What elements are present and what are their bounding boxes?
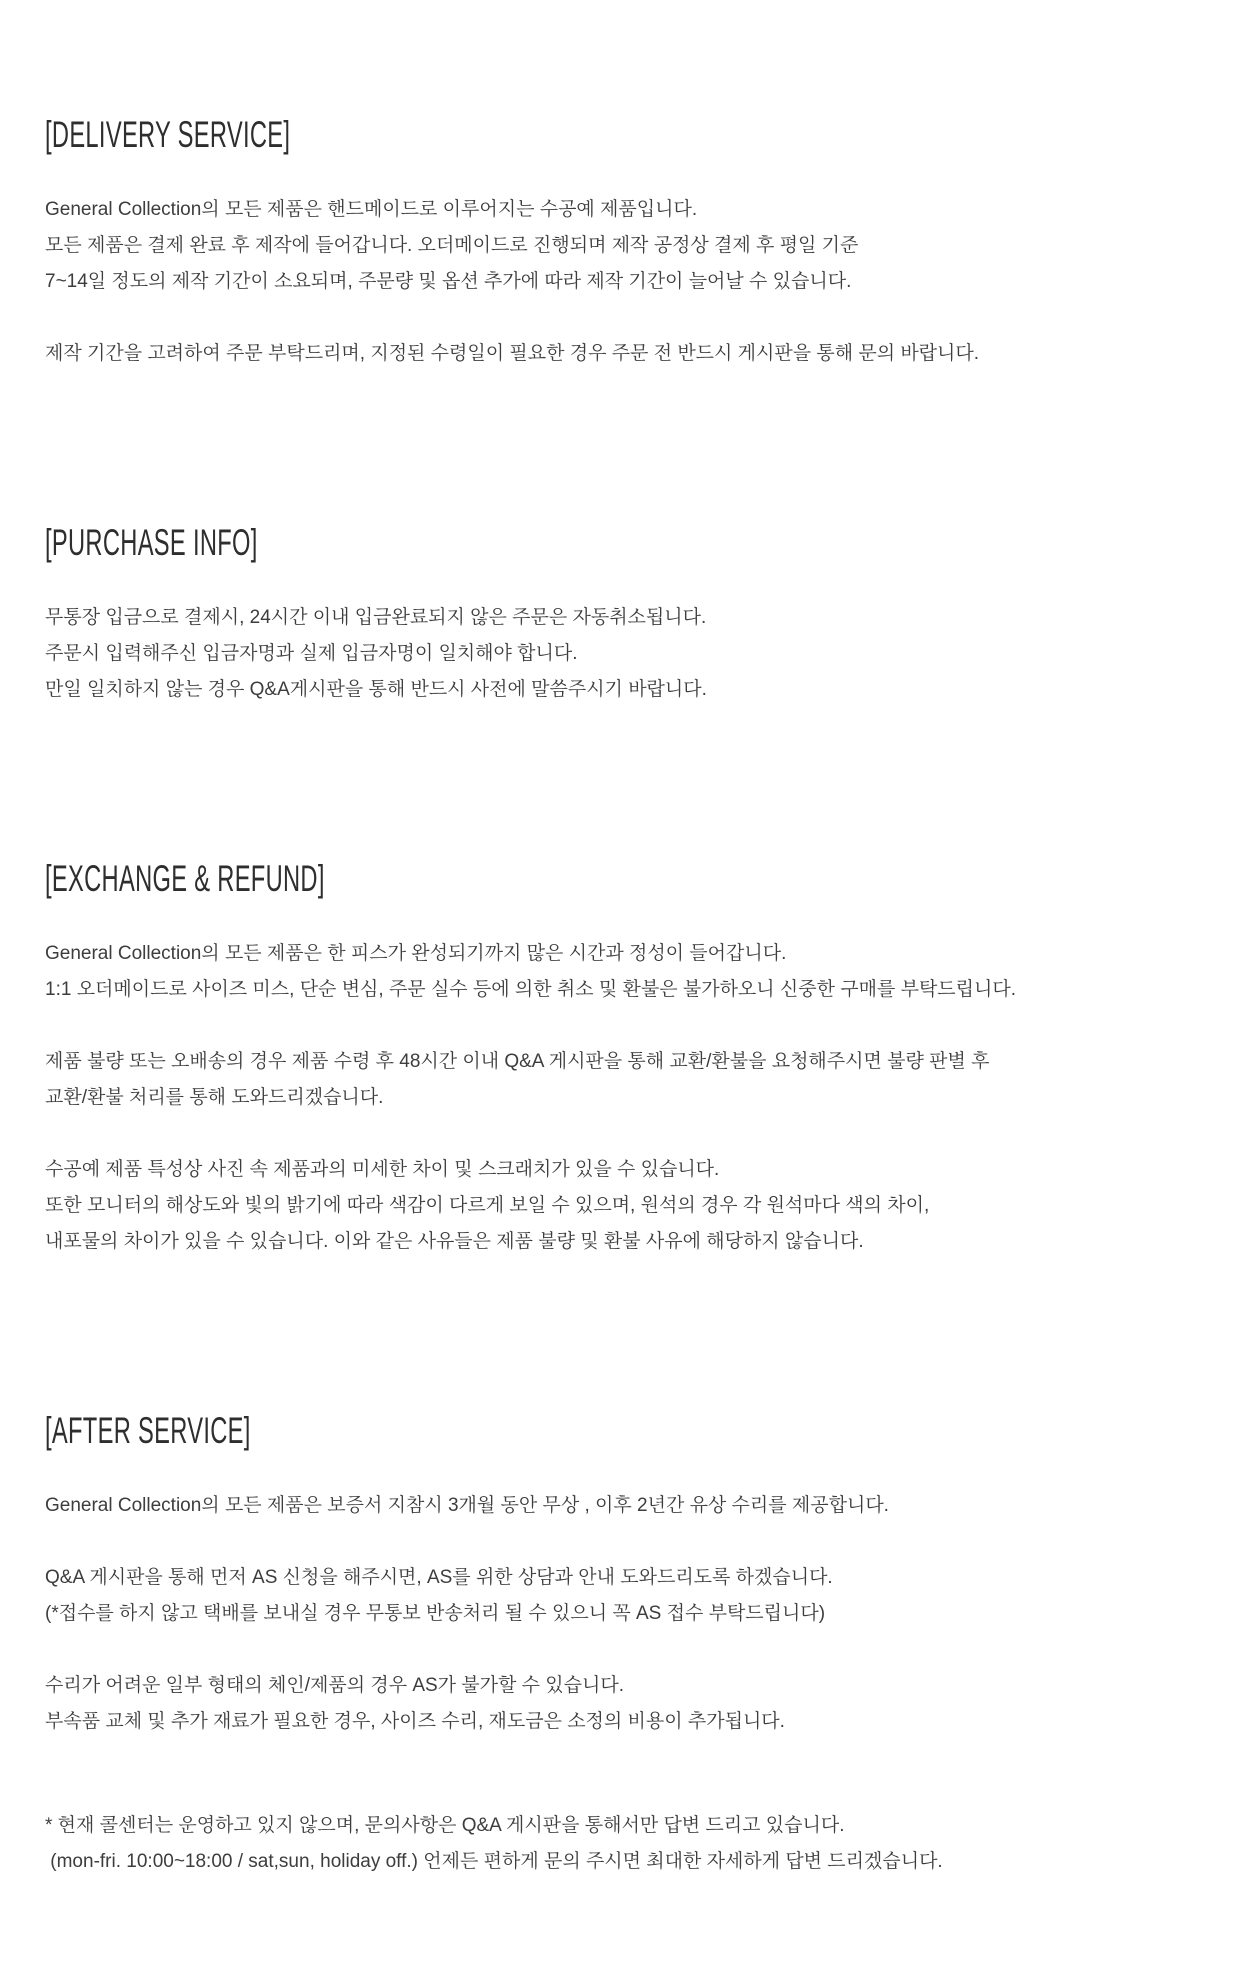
section-title-purchase-info bbox=[45, 520, 1197, 566]
section-title-after-service bbox=[45, 1408, 1197, 1454]
section-title-exchange-refund bbox=[45, 856, 1197, 902]
policy-paragraph: 무통장 입금으로 결제시, 24시간 이내 입금완료되지 않은 주문은 자동취소됩니다. 주문시 입력해주신 입금자명과 실제 입금자명이 일치해야 합니다. 만일 일치하지 않는 경우 Q&A게시판을 통해 반드시 사전에 말씀주시기 바랍니다. bbox=[45, 607, 707, 700]
policy-paragraph: General Collection의 모든 제품은 한 피스가 완성되기까지 많은 시간과 정성이 들어갑니다. 1:1 오더메이드로 사이즈 미스, 단순 변심, 주문 실수 등에 의한 취소 및 환불은 불가하오니 신중한 구매를 부탁드립니다. bbox=[45, 943, 1016, 1000]
policy-paragraph: 제품 불량 또는 오배송의 경우 제품 수령 후 48시간 이내 Q&A 게시판을 통해 교환/환불을 요청해주시면 불량 판별 후 교환/환불 처리를 통해 도와드리겠습니다. bbox=[45, 1051, 990, 1108]
section-title-text: [DELIVERY SERVICE] bbox=[45, 114, 291, 155]
section-title-text: [EXCHANGE & REFUND] bbox=[45, 858, 325, 899]
section-title-text: [PURCHASE INFO] bbox=[45, 522, 258, 563]
section-title-text: [AFTER SERVICE] bbox=[45, 1410, 251, 1451]
policy-paragraph: 수리가 어려운 일부 형태의 체인/제품의 경우 AS가 불가할 수 있습니다. 부속품 교체 및 추가 재료가 필요한 경우, 사이즈 수리, 재도금은 소정의 비용이 추가됩니다. bbox=[45, 1675, 785, 1732]
section-delivery-service bbox=[45, 112, 1197, 372]
call-center-note: * 현재 콜센터는 운영하고 있지 않으며, 문의사항은 Q&A 게시판을 통해서만 답변 드리고 있습니다. (mon-fri. 10:00~18:00 / sat,sun, holiday off.) 언제든 편하게 문의 주시면 최대한 자세하게 답변 드리겠습니다. bbox=[45, 1815, 943, 1872]
section-after-service bbox=[45, 1408, 1197, 1880]
section-exchange-refund bbox=[45, 856, 1197, 1260]
policy-paragraph: General Collection의 모든 제품은 보증서 지참시 3개월 동안 무상 , 이후 2년간 유상 수리를 제공합니다. bbox=[45, 1495, 889, 1516]
policy-paragraph: 수공예 제품 특성상 사진 속 제품과의 미세한 차이 및 스크래치가 있을 수 있습니다. 또한 모니터의 해상도와 빛의 밝기에 따라 색감이 다르게 보일 수 있으며, 원석의 경우 각 원석마다 색의 차이, 내포물의 차이가 있을 수 있습니다. 이와 같은 사유들은 제품 불량 및 환불 사유에 해당하지 않습니다. bbox=[45, 1159, 930, 1252]
policy-paragraph: 제작 기간을 고려하여 주문 부탁드리며, 지정된 수령일이 필요한 경우 주문 전 반드시 게시판을 통해 문의 바랍니다. bbox=[45, 343, 980, 364]
section-purchase-info bbox=[45, 520, 1197, 708]
policy-paragraph: Q&A 게시판을 통해 먼저 AS 신청을 해주시면, AS를 위한 상담과 안내 도와드리도록 하겠습니다. (*접수를 하지 않고 택배를 보내실 경우 무통보 반송처리 될 수 있으니 꼭 AS 접수 부탁드립니다) bbox=[45, 1567, 833, 1624]
policy-paragraph: General Collection의 모든 제품은 핸드메이드로 이루어지는 수공예 제품입니다. 모든 제품은 결제 완료 후 제작에 들어갑니다. 오더메이드로 진행되며 제작 공정상 결제 후 평일 기준 7~14일 정도의 제작 기간이 소요되며, 주문량 및 옵션 추가에 따라 제작 기간이 늘어날 수 있습니다. bbox=[45, 199, 859, 292]
section-title-delivery-service bbox=[45, 112, 1197, 158]
